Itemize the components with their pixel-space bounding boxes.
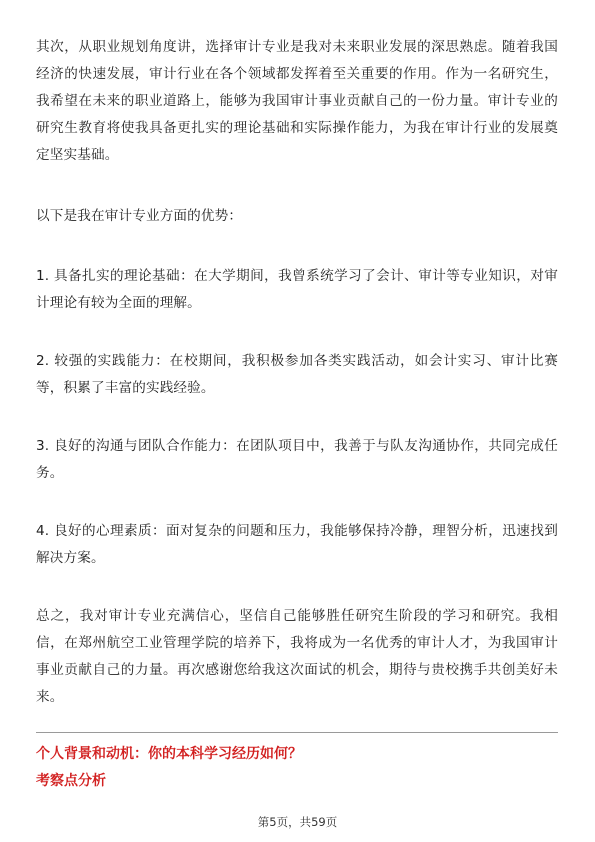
section-divider <box>36 732 558 733</box>
question-heading: 个人背景和动机：你的本科学习经历如何？ <box>36 746 302 762</box>
paragraph-conclusion: 总之，我对审计专业充满信心，坚信自己能够胜任研究生阶段的学习和研究。我相信，在郑州航空工业管理学院的培养下，我将成为一名优秀的审计人才，为我国审计事业贡献自己的力量。再次感谢您给我这次面试的机会，期待与贵校携手共创美好未来。 <box>36 608 558 705</box>
paragraph-career-planning: 其次，从职业规划角度讲，选择审计专业是我对未来职业发展的深思熟虑。随着我国经济的快速发展，审计行业在各个领域都发挥着至关重要的作用。作为一名研究生，我希望在未来的职业道路上，能够为我国审计事业贡献自己的一份力量。审计专业的研究生教育将使我具备更扎实的理论基础和实际操作能力，为我在审计行业的发展奠定坚实基础。 <box>36 39 558 163</box>
paragraph-advantage-communication: 3. 良好的沟通与团队合作能力：在团队项目中，我善于与队友沟通协作，共同完成任务。 <box>36 438 558 481</box>
page-number-footer: 第5页，共59页 <box>257 815 338 829</box>
paragraph-advantage-psychology: 4. 良好的心理素质：面对复杂的问题和压力，我能够保持冷静，理智分析，迅速找到解决方案。 <box>36 523 558 566</box>
paragraph-advantage-theory: 1. 具备扎实的理论基础：在大学期间，我曾系统学习了会计、审计等专业知识，对审计理论有较为全面的理解。 <box>36 268 558 311</box>
paragraph-advantages-intro: 以下是我在审计专业方面的优势： <box>36 208 243 224</box>
paragraph-advantage-practice: 2. 较强的实践能力：在校期间，我积极参加各类实践活动，如会计实习、审计比赛等，积累了丰富的实践经验。 <box>36 353 558 396</box>
analysis-subheading: 考察点分析 <box>36 773 106 789</box>
